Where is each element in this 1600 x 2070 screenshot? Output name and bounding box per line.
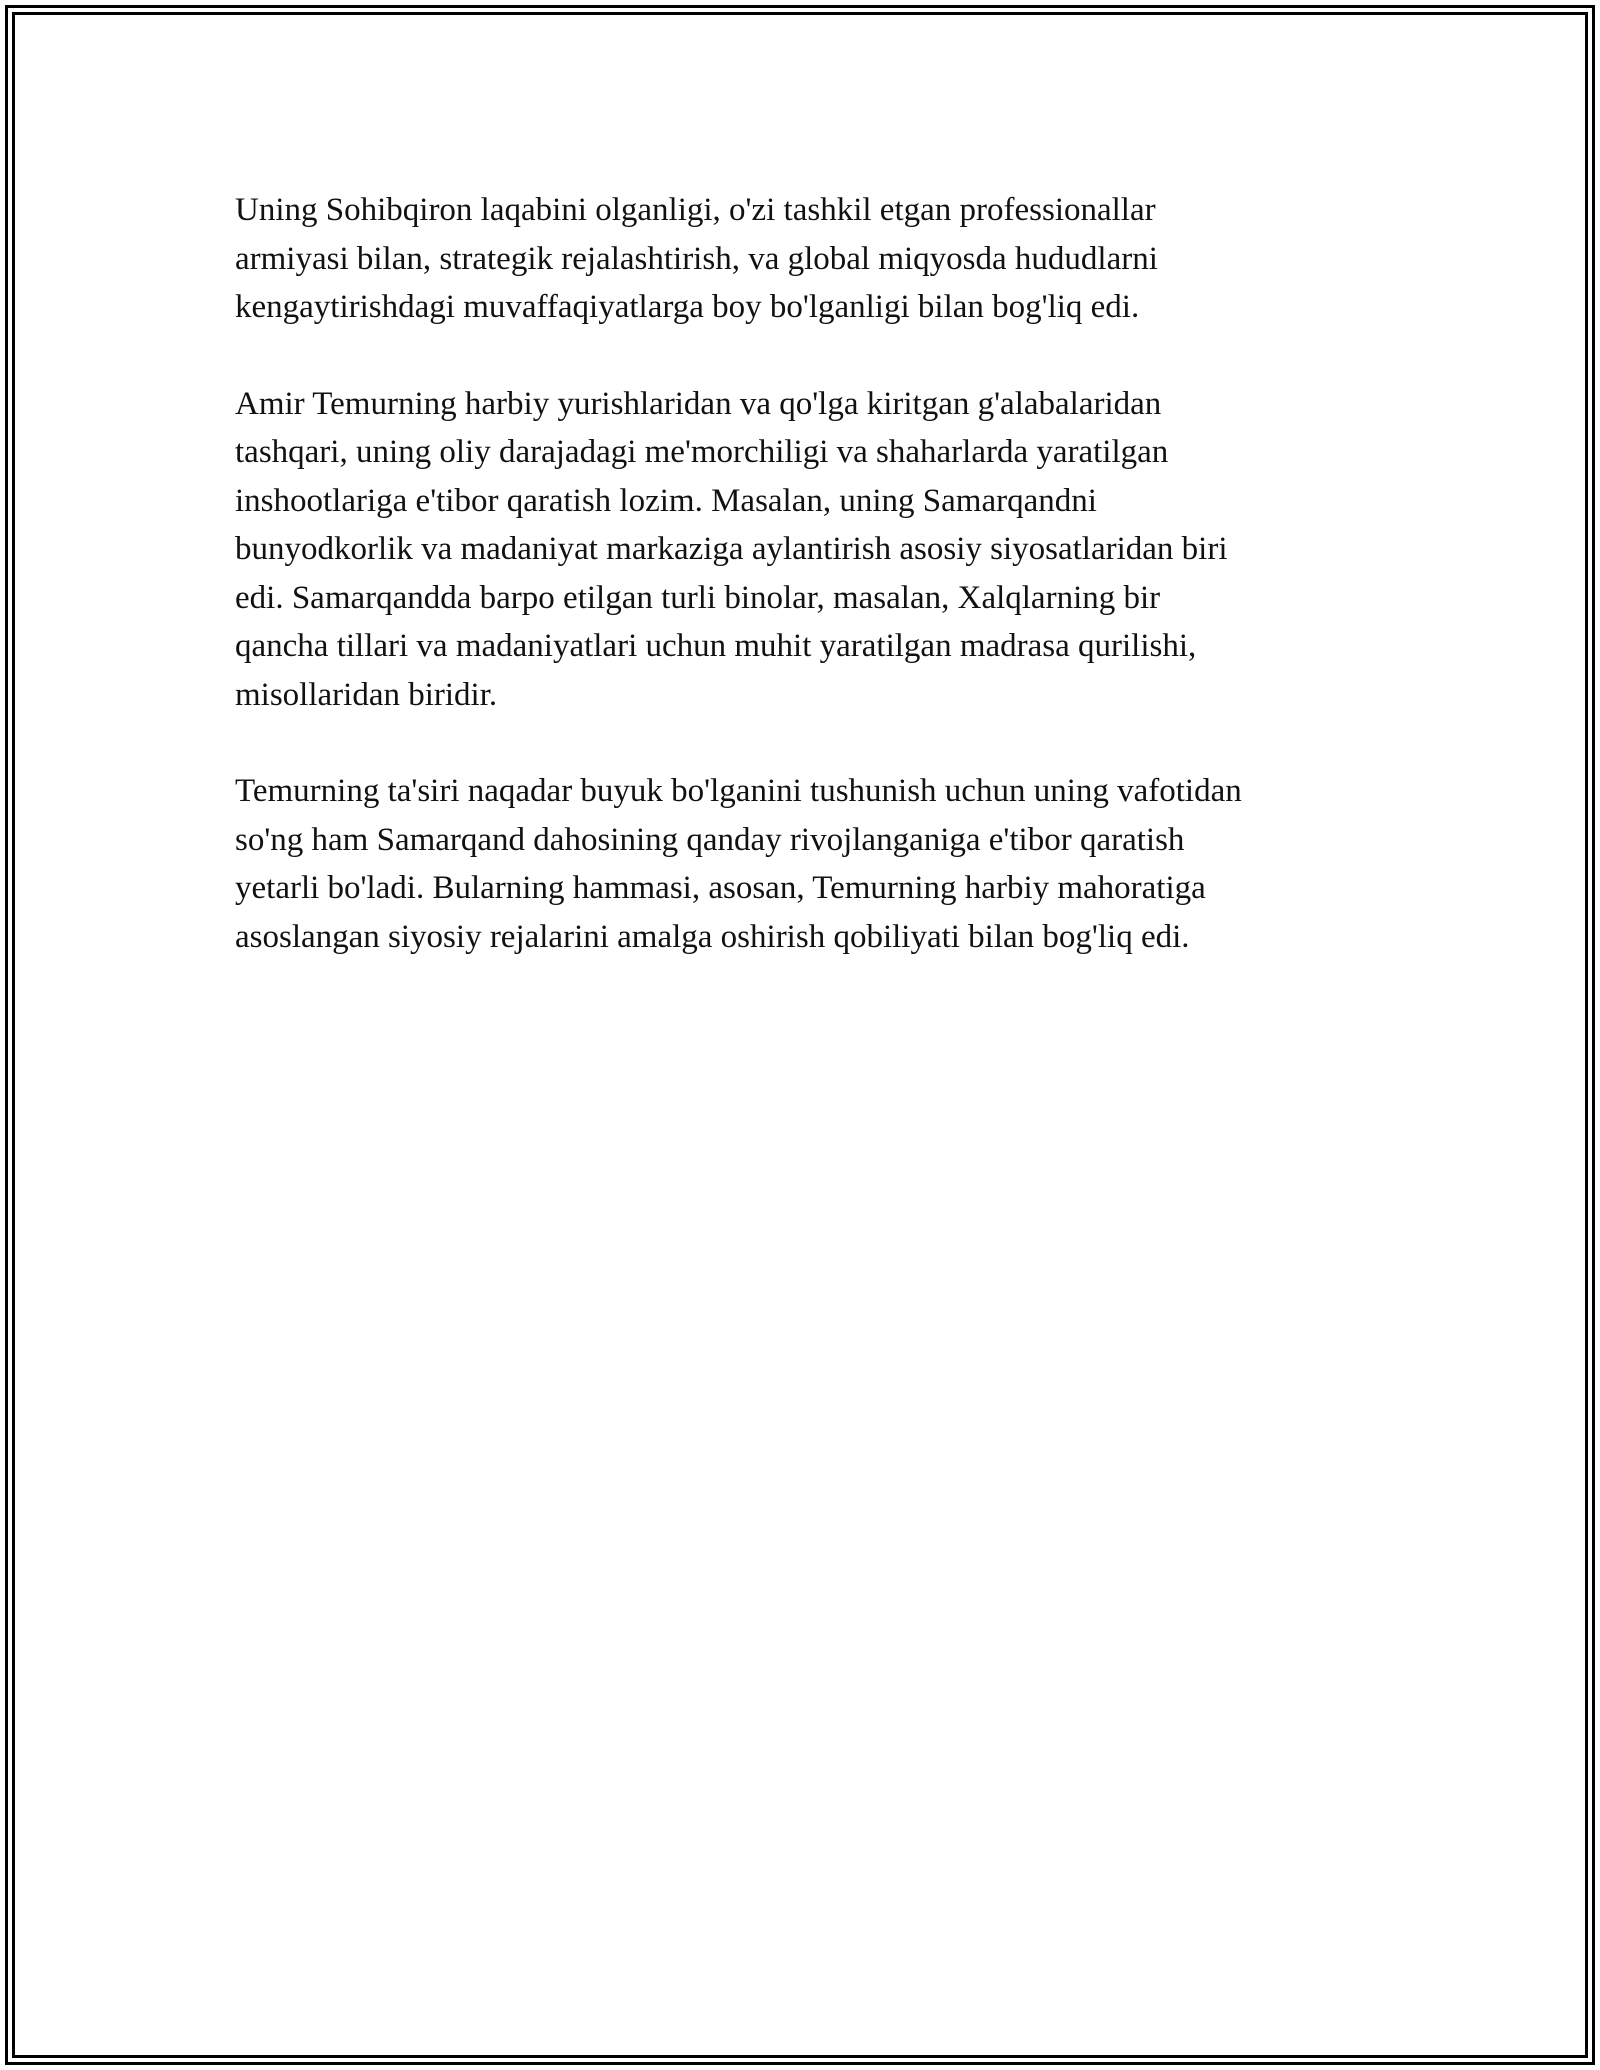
paragraph-sohibqiron: Uning Sohibqiron laqabini olganligi, o'zi tashkil etgan professionallar armiyasi bilan, strategik rejalashtirish, va global miqyosda hududlarni kengaytirishdagi muvaffaqiyatlarga boy bo'lganligi bilan bog'liq edi. <box>235 192 1158 325</box>
paragraph-architecture: Amir Temurning harbiy yurishlaridan va qo'lga kiritgan g'alabalaridan tashqari, uning oliy darajadagi me'morchiligi va shaharlarda yaratilgan inshootlariga e'tibor qaratish lozim. Masalan, uning Samarqandni bunyodkorlik va madaniyat markaziga aylantirish asosiy siyosatlaridan biri edi. Samarqandda barpo etilgan turli binolar, masalan, Xalqlarning bir qancha tillari va madaniyatlari uchun muhit yaratilgan madrasa qurilishi, misollaridan biridir. <box>235 385 1228 713</box>
paragraph-legacy: Temurning ta'siri naqadar buyuk bo'lganini tushunish uchun uning vafotidan so'ng ham Samarqand dahosining qanday rivojlanganiga e'tibor qaratish yetarli bo'ladi. Bularning hammasi, asosan, Temurning harbiy mahoratiga asoslangan siyosiy rejalarini amalga oshirish qobiliyati bilan bog'liq edi. <box>235 773 1242 955</box>
document-body <box>235 186 1375 1009</box>
